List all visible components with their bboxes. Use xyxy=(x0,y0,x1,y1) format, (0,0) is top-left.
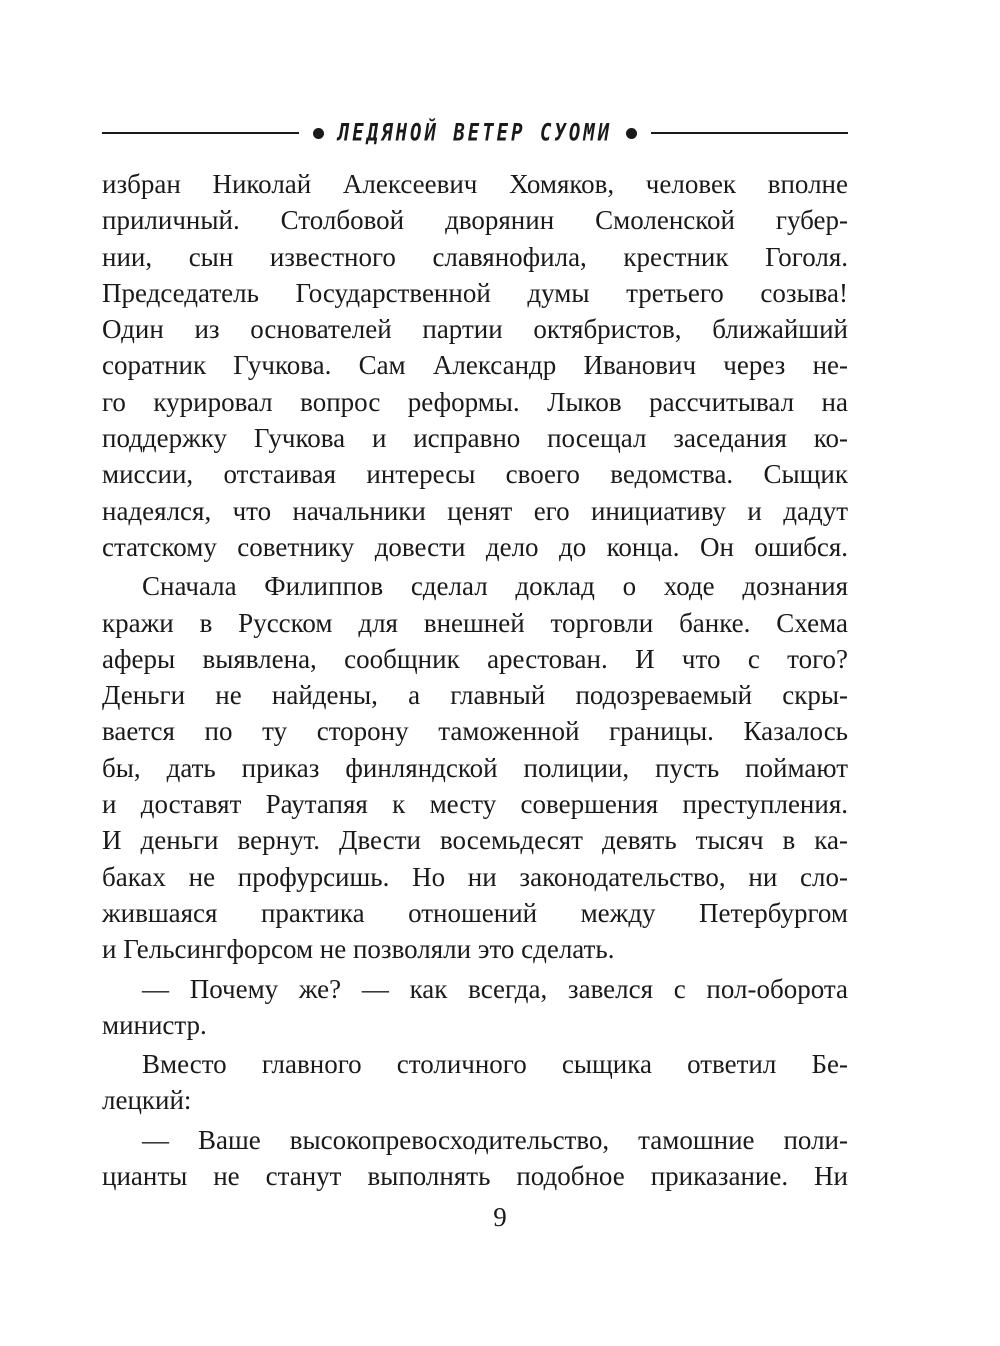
paragraph-3 xyxy=(102,971,848,1044)
paragraph-5 xyxy=(102,1122,848,1195)
running-head xyxy=(102,118,848,148)
running-head-title: ЛЕДЯНОЙ ВЕТЕР СУОМИ xyxy=(337,119,613,147)
text-line: избран Николай Алексеевич Хомяков, человек вполне xyxy=(102,169,848,199)
text-line: Сначала Филиппов сделал доклад о ходе дознания xyxy=(142,571,848,602)
text-line: Председатель Государственной думы третьего созыва! xyxy=(102,277,848,308)
text-line: кражи в Русском для внешней торговли банке. Схема xyxy=(102,607,848,638)
text-line: миссии, отстаивая интересы своего ведомства. Сыщик xyxy=(102,459,848,490)
text-line: Вместо главного столичного сыщика ответил Бе- xyxy=(142,1049,848,1080)
text-line: баках не профурсишь. Но ни законодательство, ни сло- xyxy=(102,861,848,892)
text-line: аферы выявлена, сообщник арестован. И что с того? xyxy=(102,643,848,674)
body-text xyxy=(102,166,848,1194)
text-line: бы, дать приказ финляндской полиции, пусть поймают xyxy=(102,752,848,783)
text-line: цианты не станут выполнять подобное приказание. Ни xyxy=(102,1161,848,1192)
text-line: приличный. Столбовой дворянин Смоленской губер- xyxy=(102,205,848,236)
text-line: вается по ту сторону таможенной границы. Казалось xyxy=(102,716,848,747)
page-number: 9 xyxy=(493,1202,507,1232)
text-line: И деньги вернут. Двести восемьдесят девять тысяч в ка- xyxy=(102,825,848,856)
text-line: — Ваше высокопревосходительство, тамошние поли- xyxy=(142,1124,848,1155)
paragraph-1 xyxy=(102,166,848,565)
paragraph-4 xyxy=(102,1046,848,1119)
right-bullet xyxy=(626,128,637,139)
text-line: и доставят Раутапяя к месту совершения преступления. xyxy=(102,789,848,820)
left-rule xyxy=(102,132,299,134)
text-line: нии, сын известного славянофила, крестник Гоголя. xyxy=(102,241,848,272)
text-line: и Гельсингфорсом не позволяли это сделать. xyxy=(102,934,615,965)
text-line: — Почему же? — как всегда, завелся с пол-оборота xyxy=(142,973,848,1004)
left-bullet xyxy=(313,128,324,139)
text-line: поддержку Гучкова и исправно посещал заседания ко- xyxy=(102,423,848,454)
text-line: Деньги не найдены, а главный подозреваемый скры- xyxy=(102,680,848,711)
right-rule xyxy=(651,132,848,134)
paragraph-2 xyxy=(102,568,848,967)
text-line: статскому советнику довести дело до конца. Он ошибся. xyxy=(102,531,848,562)
text-line: лецкий: xyxy=(102,1085,192,1116)
text-line: надеялся, что начальники ценят его инициативу и дадут xyxy=(102,495,848,526)
text-line: соратник Гучкова. Сам Александр Иванович через не- xyxy=(102,350,848,381)
text-line: Один из основателей партии октябристов, ближайший xyxy=(102,314,848,345)
text-line: министр. xyxy=(102,1009,207,1040)
text-line: жившаяся практика отношений между Петербургом xyxy=(102,897,848,928)
text-line: го курировал вопрос реформы. Лыков рассчитывал на xyxy=(102,386,848,417)
